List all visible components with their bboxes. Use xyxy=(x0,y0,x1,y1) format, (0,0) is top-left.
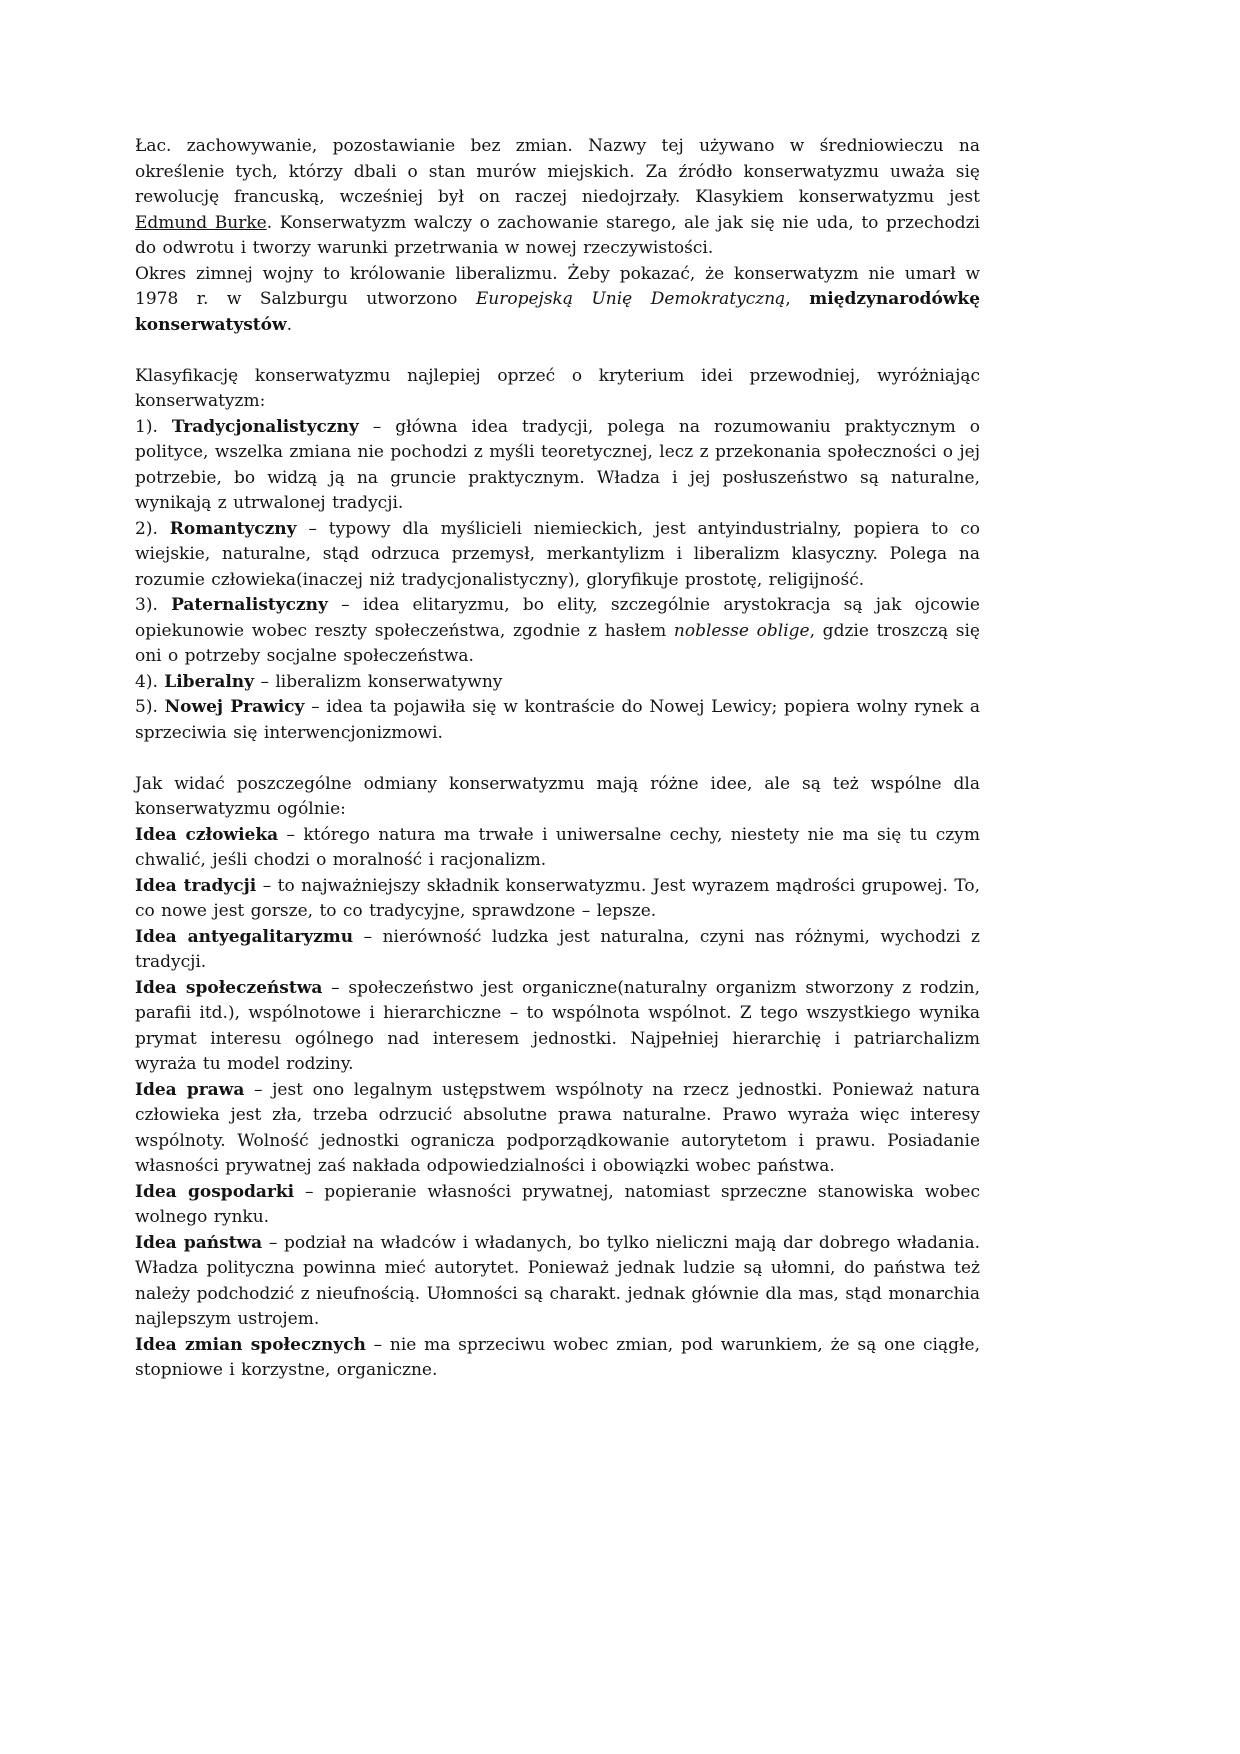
paragraph-intro xyxy=(135,134,980,262)
text-run: – popieranie własności prywatnej, natomiast sprzeczne stanowiska wobec wolnego rynku. xyxy=(135,1181,980,1227)
paragraph-idea-prawa xyxy=(135,1078,980,1180)
text-run: – jest ono legalnym ustępstwem wspólnoty na rzecz jednostki. Ponieważ natura człowieka jest zła, trzeba odrzucić absolutne prawa naturalne. Prawo wyraża więc interesy wspólnoty. Wolność jednostki ogranicza podporządkowanie autorytetom i prawu. Posiadanie własności prywatnej zaś nakłada odpowiedzialności i obowiązki wobec państwa. xyxy=(135,1079,980,1176)
paragraph-item-5-nowej-prawicy xyxy=(135,695,980,746)
text-run: . Konserwatyzm walczy o zachowanie starego, ale jak się nie uda, to przechodzi do odwrotu i tworzy warunki przetrwania w nowej rzeczywistości. xyxy=(135,212,980,258)
text-run: Romantyczny xyxy=(169,518,297,539)
text-run: Paternalistyczny xyxy=(171,595,328,615)
text-run: – liberalizm konserwatywny xyxy=(254,671,503,692)
text-run: , xyxy=(785,289,810,309)
text-run: – idea elitaryzmu, bo elity, szczególnie arystokracja są jak ojcowie opiekunowie wobec reszty społeczeństwa, zgodnie z hasłem xyxy=(135,595,980,641)
text-run: Idea społeczeństwa xyxy=(135,977,323,998)
text-run: Idea państwa xyxy=(135,1232,263,1253)
text-run: Idea zmian społecznych xyxy=(135,1334,366,1355)
paragraph-item-1-tradycjonalistyczny xyxy=(135,415,980,517)
text-run: – idea ta pojawiła się w kontraście do Nowej Lewicy; popiera wolny rynek a sprzeciwia się interwencjonizmowi. xyxy=(135,697,980,743)
text-run: Tradycjonalistyczny xyxy=(171,416,359,437)
text-run: – to najważniejszy składnik konserwatyzmu. Jest wyrazem mądrości grupowej. To, co nowe jest gorsze, to co tradycyjne, sprawdzone – lepsze. xyxy=(135,875,980,921)
text-run: Idea antyegalitaryzmu xyxy=(135,926,354,947)
text-run: Liberalny xyxy=(164,671,255,692)
text-run: – główna idea tradycji, polega na rozumowaniu praktycznym o polityce, wszelka zmiana nie pochodzi z myśli teoretycznej, lecz z przekonania społeczności o jej potrzebie, bo widzą ją na gruncie praktycznym. Władza i jej posłuszeństwo są naturalne, wynikają z utrwalonej tradycji. xyxy=(135,416,980,513)
text-run: Europejską Unię Demokratyczną xyxy=(475,289,786,309)
text-run: Klasyfikację konserwatyzmu najlepiej oprzeć o kryterium idei przewodniej, wyróżniając konserwatyzm: xyxy=(135,365,980,411)
paragraph-idea-tradycji xyxy=(135,874,980,925)
paragraph-idea-czlowieka xyxy=(135,823,980,874)
text-run: noblesse oblige xyxy=(673,620,810,641)
text-run: Okres zimnej wojny to królowanie liberalizmu. Żeby pokazać, że konserwatyzm nie umarł w 1978 r. w Salzburgu utworzono xyxy=(135,263,980,309)
text-run: 5). xyxy=(135,697,165,717)
paragraph-item-3-paternalistyczny xyxy=(135,593,980,670)
text-run: 1). xyxy=(135,416,172,437)
text-run: 4). xyxy=(135,671,165,692)
text-run: – podział na władców i władanych, bo tylko nieliczni mają dar dobrego władania. Władza polityczna powinna mieć autorytet. Ponieważ jednak ludzie są ułomni, do państwa też należy podchodzić z nieufnością. Ułomności są charakt. jednak głównie dla mas, stąd monarchia najlepszym ustrojem. xyxy=(135,1232,980,1329)
paragraph-klasyfikacja-intro xyxy=(135,364,980,415)
paragraph-idea-panstwa xyxy=(135,1231,980,1333)
paragraph-wspolne-intro xyxy=(135,772,980,823)
document-body xyxy=(135,134,980,1384)
paragraph-idea-spoleczenstwa xyxy=(135,976,980,1078)
text-run: – nie ma sprzeciwu wobec zmian, pod warunkiem, że są one ciągłe, stopniowe i korzystne, organiczne. xyxy=(135,1334,980,1380)
paragraph-item-2-romantyczny xyxy=(135,517,980,594)
paragraph-idea-antyegalitaryzmu xyxy=(135,925,980,976)
text-run: 2). xyxy=(135,518,170,539)
text-run: – typowy dla myślicieli niemieckich, jest antyindustrialny, popiera to co wiejskie, naturalne, stąd odrzuca przemysł, merkantylizm i liberalizm klasyczny. Polega na rozumie człowieka(inaczej niż tradycjonalistyczny), gloryfikuje prostotę, religijność. xyxy=(135,518,980,590)
text-run: Łac. zachowywanie, pozostawianie bez zmian. Nazwy tej używano w średniowieczu na określenie tych, którzy dbali o stan murów miejskich. Za źródło konserwatyzmu uważa się rewolucję francuską, wcześniej był on raczej niedojrzały. Klasykiem konserwatyzmu jest xyxy=(135,136,980,207)
text-run: – społeczeństwo jest organiczne(naturalny organizm stworzony z rodzin, parafii itd.), wspólnotowe i hierarchiczne – to wspólnota wspólnot. Z tego wszystkiego wynika prymat interesu ogólnego nad interesem jednostki. Najpełniej hierarchię i patriarchalizm wyraża tu model rodziny. xyxy=(135,977,981,1074)
text-run: Idea człowieka xyxy=(135,824,279,845)
paragraph-item-4-liberalny xyxy=(135,670,980,696)
text-run: Idea gospodarki xyxy=(135,1181,295,1202)
paragraph-idea-zmian-spolecznych xyxy=(135,1333,980,1384)
text-run: Edmund Burke xyxy=(135,212,267,233)
text-run: – którego natura ma trwałe i uniwersalne cechy, niestety nie ma się tu czym chwalić, jeśli chodzi o moralność i racjonalizm. xyxy=(135,824,980,870)
text-run: 3). xyxy=(135,595,172,615)
text-run: – nierówność ludzka jest naturalna, czyni nas różnymi, wychodzi z tradycji. xyxy=(135,926,981,972)
text-run: Nowej Prawicy xyxy=(164,697,305,717)
text-run: , gdzie troszczą się oni o potrzeby socjalne społeczeństwa. xyxy=(135,620,980,666)
text-run: . xyxy=(286,314,293,335)
text-run: międzynarodówkę konserwatystów xyxy=(135,289,981,335)
text-run: Jak widać poszczególne odmiany konserwatyzmu mają różne idee, ale są też wspólne dla konserwatyzmu ogólnie: xyxy=(135,773,980,819)
text-run: Idea prawa xyxy=(135,1079,245,1100)
paragraph-idea-gospodarki xyxy=(135,1180,980,1231)
text-run: Idea tradycji xyxy=(135,875,257,896)
paragraph-cold-war xyxy=(135,262,980,339)
